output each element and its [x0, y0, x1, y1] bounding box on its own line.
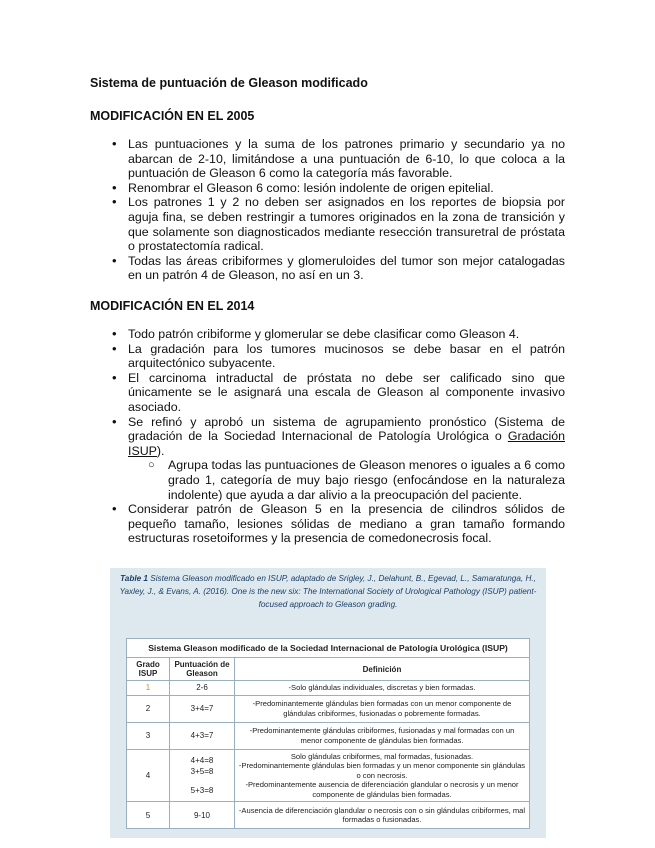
list-item: • Se refinó y aprobó un sistema de agrupamiento pronóstico (Sistema de gradación de la Sociedad Internacional de Patología Urológica o Gradación ISUP). ○ Agrupa todas las puntuaciones de Gleason menores o iguales a 6 como grado 1, categoría de muy bajo riesgo (enfocándose en la naturaleza indolente) que ayuda a dar alivio a la preocupación del paciente.: [90, 415, 565, 503]
list-item: • Todas las áreas cribiformes y glomeruloides del tumor son mejor catalogadas en un patrón 4 de Gleason, no así en un 3.: [112, 252, 565, 283]
definition-cell: -Predominantemente glándulas bien formadas con un menor componente de glándulas cribiformes, fusionadas o pobremente formadas.: [235, 695, 530, 722]
list-item: • Los patrones 1 y 2 no deben ser asignados en los reportes de biopsia por aguja fina, se deben restringir a tumores originados en la zona de transición y que solamente son diagnosticados mediante resección transuretral de próstata o prostatectomía radical.: [112, 194, 565, 254]
bullet-icon: •: [112, 252, 117, 268]
heading-2014: MODIFICACIÓN EN EL 2014: [90, 299, 255, 313]
caption-label: Table 1: [120, 574, 148, 583]
bullet-icon: •: [112, 136, 117, 151]
score-cell: 2-6: [170, 681, 235, 696]
definition-line: -Predominantemente glándulas bien formadas y un menor componente sin glándulas o con necrosis.: [238, 761, 526, 780]
col-header-definition: Definición: [235, 658, 530, 681]
score-cell: [170, 749, 235, 802]
definition-line: Solo glándulas cribiformes, mal formadas, fusionadas.: [290, 751, 474, 761]
bullet-icon: •: [112, 179, 117, 195]
heading-2005: MODIFICACIÓN EN EL 2005: [90, 109, 255, 123]
list-2005: [90, 137, 565, 283]
isup-link[interactable]: Gradación ISUP: [128, 429, 565, 458]
table-title: Sistema Gleason modificado de la Sociedad Internacional de Patología Urológica (ISUP): [127, 639, 530, 658]
definition-cell: [235, 749, 530, 802]
bullet-icon: •: [112, 326, 117, 341]
definition-line: -Predominantemente ausencia de diferenciación glandular o necrosis y un menor componente de glándulas bien formadas.: [245, 780, 519, 799]
list-item: • El carcinoma intraductal de próstata no debe ser calificado sino que únicamente se le asignará una escala de Gleason al componente invasivo asociado.: [112, 369, 565, 414]
definition-cell: -Predominantemente glándulas cribiformes, fusionadas y mal formadas con un menor componente de glándulas bien formadas.: [235, 722, 530, 749]
score-line: 4+4=8: [190, 755, 214, 765]
grade-cell: 4: [127, 749, 170, 802]
table-row: [127, 802, 530, 829]
score-line: 3+5=8: [190, 766, 214, 776]
bullet-icon: •: [112, 340, 117, 356]
grade-cell: 3: [127, 722, 170, 749]
list-2014: [90, 327, 565, 546]
circle-bullet-icon: ○: [148, 459, 155, 472]
score-line: 5+3=8: [190, 785, 214, 795]
sub-list-item: ○ Agrupa todas las puntuaciones de Gleason menores o iguales a 6 como grado 1, categoría de muy bajo riesgo (enfocándose en la naturaleza indolente) que ayuda a dar alivio a la preocupación del paciente.: [148, 458, 565, 502]
bullet-icon: •: [112, 369, 117, 385]
definition-cell: -Solo glándulas individuales, discretas y bien formadas.: [235, 681, 530, 696]
col-header-grade: Grado ISUP: [127, 658, 170, 681]
isup-table: [126, 638, 530, 829]
table-row: [127, 722, 530, 749]
table-caption: [116, 572, 540, 611]
document-title: Sistema de puntuación de Gleason modificado: [90, 76, 368, 90]
table-row: [127, 749, 530, 802]
caption-text: Sistema Gleason modificado en ISUP, adaptado de Srigley, J., Delahunt, B., Egevad, L., Samaratunga, H., Yaxley, J., & Evans, A. (2016). One is the new six: The International Society of Urological Pathology (ISUP) patient-focused approach to Gleason grading.: [119, 574, 537, 609]
isup-table-figure: [110, 568, 546, 838]
list-item: • Las puntuaciones y la suma de los patrones primario y secundario ya no abarcan de 2-10, limitándose a una puntuación de 6-10, lo que coloca a la puntuación de Gleason 6 como la categoría más favorable.: [112, 136, 565, 181]
table-row: [127, 695, 530, 722]
sub-list: [128, 458, 565, 502]
definition-cell: -Ausencia de diferenciación glandular o necrosis con o sin glándulas cribiformes, mal formadas o fusionadas.: [235, 802, 530, 829]
grade-cell: 2: [127, 695, 170, 722]
score-cell: 4+3=7: [170, 722, 235, 749]
bullet-icon: •: [112, 194, 117, 210]
list-item: • Todo patrón cribiforme y glomerular se debe clasificar como Gleason 4.: [112, 326, 520, 341]
list-item: • La gradación para los tumores mucinosos se debe basar en el patrón arquitectónico subyacente.: [112, 340, 565, 371]
list-item: • Renombrar el Gleason 6 como: lesión indolente de origen epitelial.: [112, 179, 494, 195]
col-header-score: Puntuación de Gleason: [170, 658, 235, 681]
table-row: [127, 681, 530, 696]
grade-cell: 5: [127, 802, 170, 829]
bullet-icon: •: [112, 501, 117, 517]
score-cell: 3+4=7: [170, 695, 235, 722]
score-cell: 9-10: [170, 802, 235, 829]
list-item: • Considerar patrón de Gleason 5 en la presencia de cilindros sólidos de pequeño tamaño, lesiones sólidas de mediano a gran tamaño formando estructuras rosetoiformes y la presencia de comedonecrosis focal.: [112, 501, 565, 546]
grade-cell: 1: [127, 681, 170, 696]
bullet-icon: •: [112, 413, 117, 429]
